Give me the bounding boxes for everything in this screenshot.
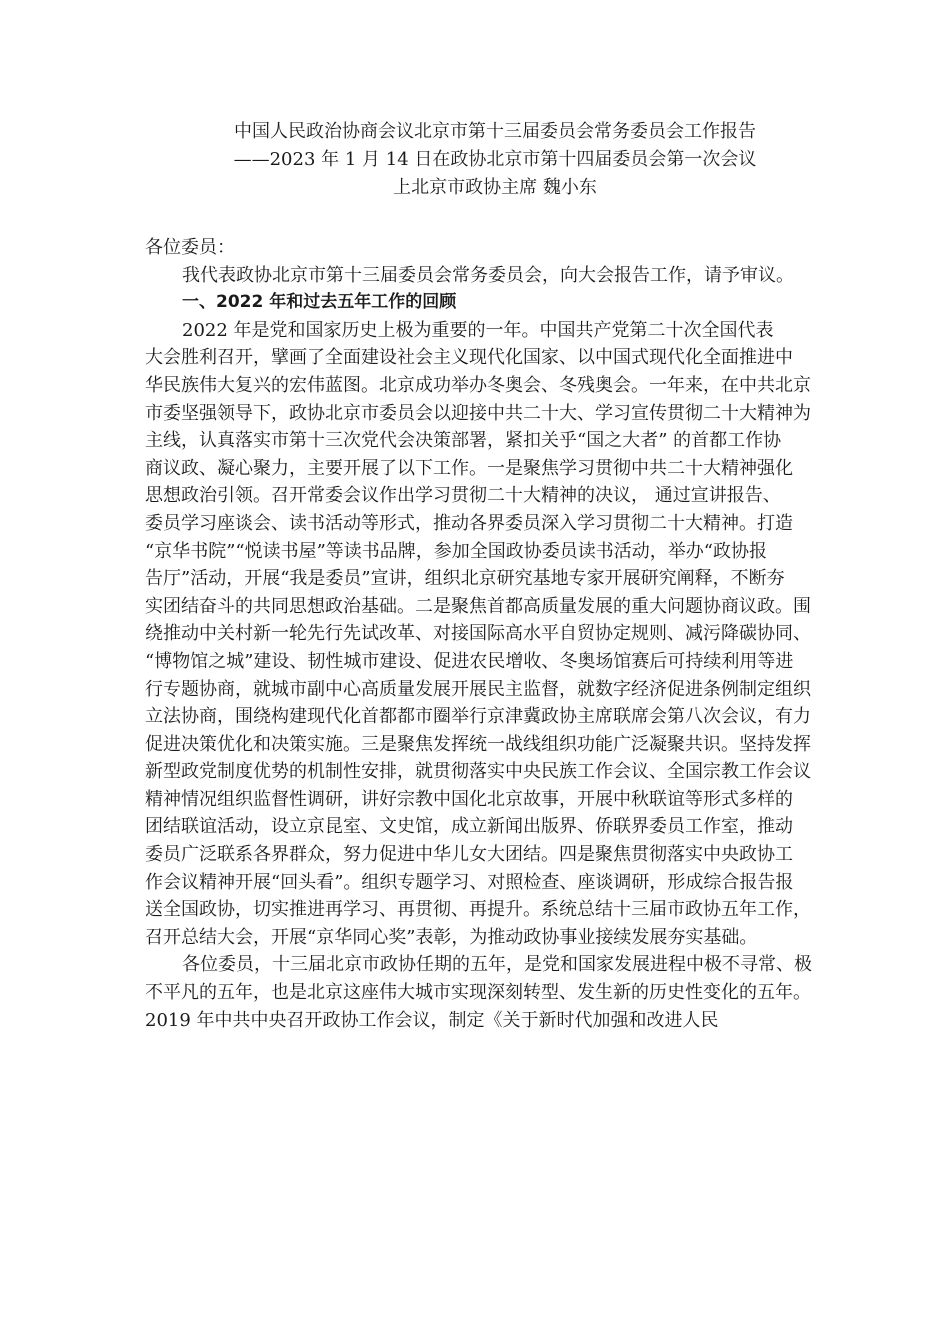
report-subtitle: ——2023 年 1 月 14 日在政协北京市第十四届委员会第一次会议 <box>233 149 757 170</box>
paragraph-line: 主线，认真落实市第十三次党代会决策部署，紧扣关乎“国之大者” 的首都工作协 <box>145 430 782 452</box>
paragraph-line: 各位委员，十三届北京市政协任期的五年，是党和国家发展进程中极不寻常、极 <box>182 954 812 976</box>
section-heading: 一、2022 年和过去五年工作的回顾 <box>182 292 457 313</box>
paragraph-line: 委员广泛联系各界群众，努力促进中华儿女大团结。四是聚焦贯彻落实中央政协工 <box>145 844 793 866</box>
paragraph-line: 华民族伟大复兴的宏伟蓝图。北京成功举办冬奥会、冬残奥会。一年来，在中共北京 <box>145 374 811 396</box>
paragraph-line: 送全国政协，切实推进再学习、再贯彻、再提升。系统总结十三届市政协五年工作， <box>145 899 811 921</box>
paragraph-line: 团结联谊活动，设立京昆室、文史馆，成立新闻出版界、侨联界委员工作室，推动 <box>145 816 793 838</box>
paragraph-line: 召开总结大会，开展“京华同心奖”表彰，为推动政协事业接续发展夯实基础。 <box>145 926 758 948</box>
paragraph-line: 市委坚强领导下，政协北京市委员会以迎接中共二十大、学习宣传贯彻二十大精神为 <box>145 402 811 424</box>
paragraph-line: 绕推动中关村新一轮先行先试改革、对接国际高水平自贸协定规则、减污降碳协同、 <box>145 623 811 645</box>
paragraph-line: 行专题协商，就城市副中心高质量发展开展民主监督，就数字经济促进条例制定组织 <box>145 678 811 700</box>
paragraph-line: 实团结奋斗的共同思想政治基础。二是聚焦首都高质量发展的重大问题协商议政。围 <box>145 595 811 617</box>
paragraph-review-2022 <box>145 317 845 952</box>
intro-paragraph: 我代表政协北京市第十三届委员会常务委员会，向大会报告工作，请予审议。 <box>182 264 794 286</box>
paragraph-line: 精神情况组织监督性调研，讲好宗教中国化北京故事，开展中秋联谊等形式多样的 <box>145 788 793 810</box>
report-speaker: 上北京市政协主席 魏小东 <box>393 177 597 198</box>
report-title: 中国人民政治协商会议北京市第十三届委员会常务委员会工作报告 <box>234 121 756 142</box>
paragraph-line: 思想政治引领。召开常委会议作出学习贯彻二十大精神的决议， 通过宣讲报告、 <box>145 485 781 507</box>
paragraph-line: 作会议精神开展“回头看”。组织专题学习、对照检查、座谈调研，形成综合报告报 <box>145 871 794 893</box>
paragraph-line: 新型政党制度优势的机制性安排，就贯彻落实中央民族工作会议、全国宗教工作会议 <box>145 761 811 783</box>
salutation: 各位委员： <box>145 237 235 258</box>
paragraph-line: 委员学习座谈会、读书活动等形式，推动各界委员深入学习贯彻二十大精神。打造 <box>145 512 793 534</box>
paragraph-five-years <box>145 951 845 1034</box>
paragraph-line: 立法协商，围绕构建现代化首都都市圈举行京津冀政协主席联席会第八次会议，有力 <box>145 706 811 728</box>
report-header <box>0 118 950 202</box>
paragraph-line: 告厅”活动，开展“我是委员”宣讲，组织北京研究基地专家开展研究阐释，不断夯 <box>145 568 785 590</box>
paragraph-line: 不平凡的五年，也是北京这座伟大城市实现深刻转型、发生新的历史性变化的五年。 <box>145 982 811 1004</box>
paragraph-line: “博物馆之城”建设、韧性城市建设、促进农民增收、冬奥场馆赛后可持续利用等进 <box>145 650 794 672</box>
paragraph-line: 大会胜利召开，擘画了全面建设社会主义现代化国家、以中国式现代化全面推进中 <box>145 347 793 369</box>
paragraph-line: 商议政、凝心聚力，主要开展了以下工作。一是聚焦学习贯彻中共二十大精神强化 <box>145 457 793 479</box>
paragraph-line: 2022 年是党和国家历史上极为重要的一年。中国共产党第二十次全国代表 <box>182 319 774 341</box>
report-body <box>145 234 845 1034</box>
paragraph-line: “京华书院”“悦读书屋”等读书品牌，参加全国政协委员读书活动，举办“政协报 <box>145 540 768 562</box>
paragraph-line: 促进决策优化和决策实施。三是聚焦发挥统一战线组织功能广泛凝聚共识。坚持发挥 <box>145 733 811 755</box>
paragraph-line: 2019 年中共中央召开政协工作会议，制定《关于新时代加强和改进人民 <box>145 1009 719 1031</box>
